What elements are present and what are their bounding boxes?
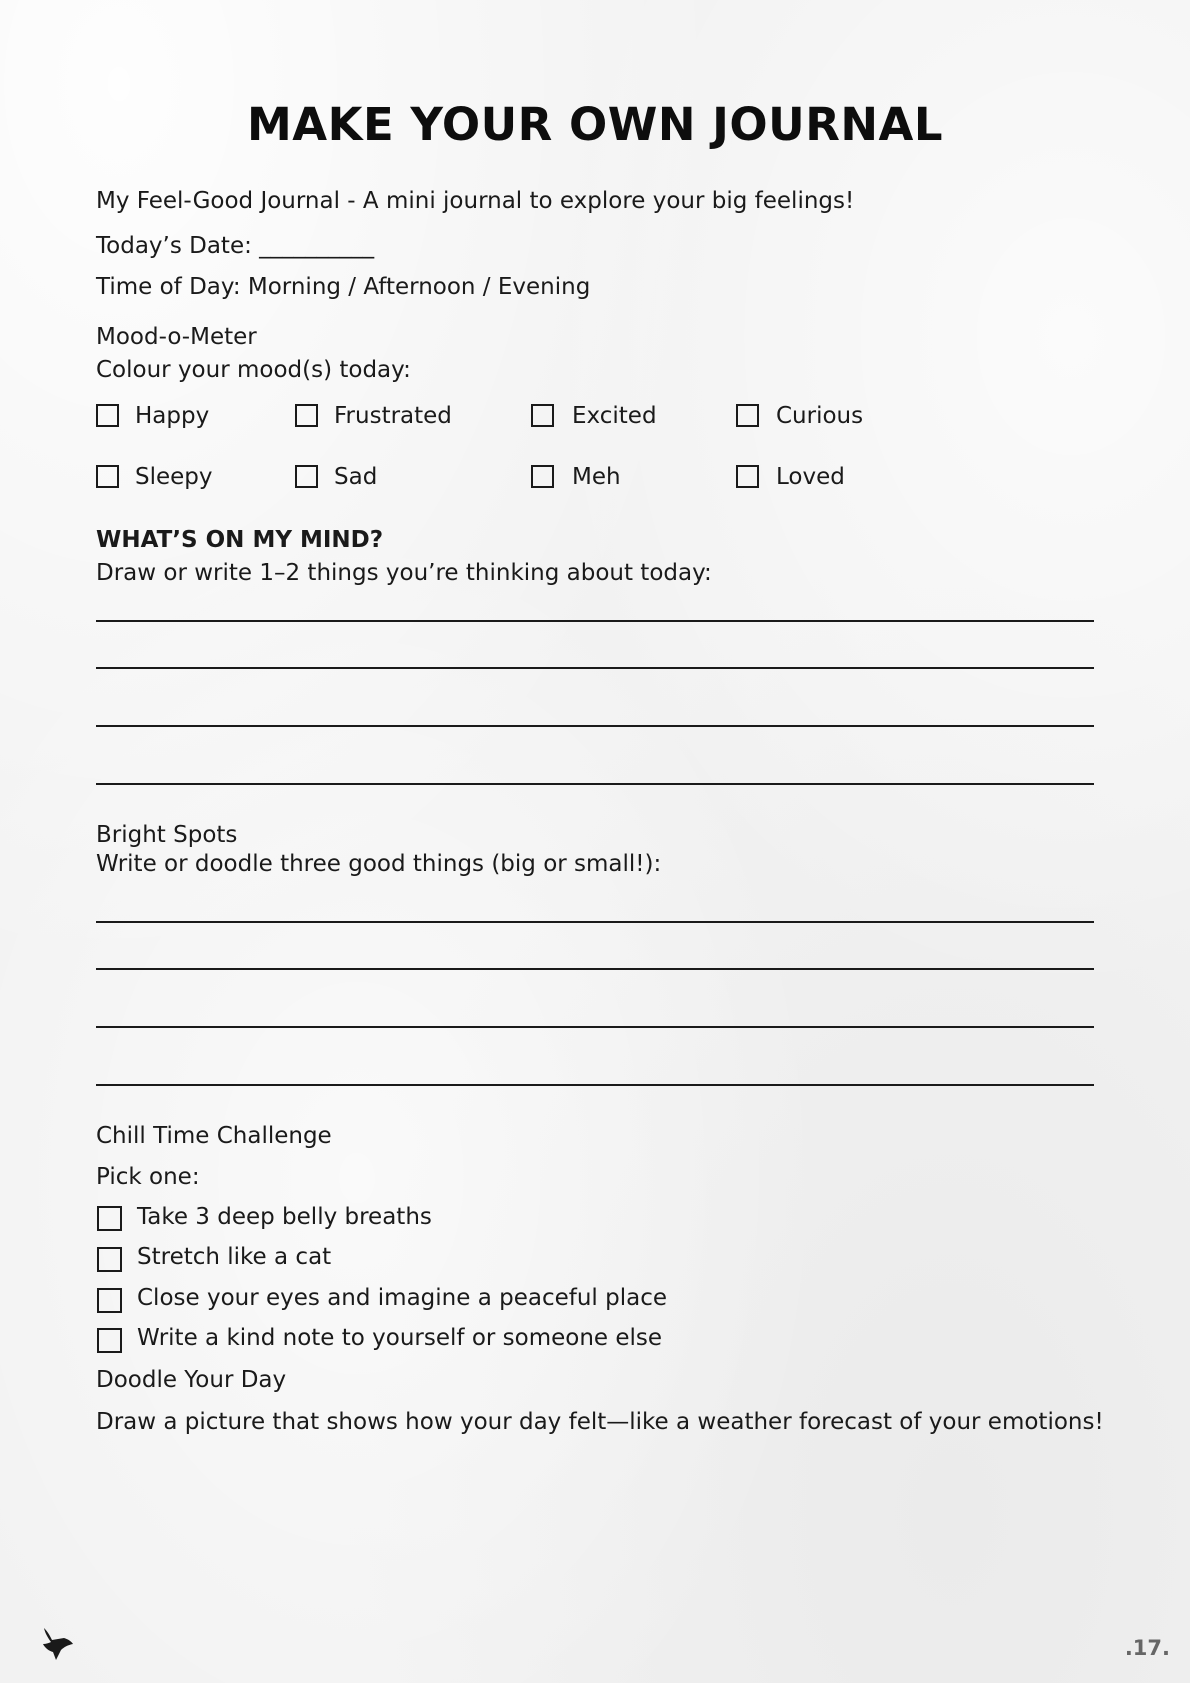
chill-option-imagine: Close your eyes and imagine a peaceful place xyxy=(137,1285,667,1311)
mood-label-frustrated: Frustrated xyxy=(334,403,452,429)
page-title: MAKE YOUR OWN JOURNAL xyxy=(246,98,944,151)
bird-logo-icon xyxy=(40,1626,74,1662)
mood-checkbox-loved[interactable] xyxy=(736,465,759,488)
mood-label-sad: Sad xyxy=(334,464,378,490)
chill-prompt: Pick one: xyxy=(96,1164,200,1190)
mood-label-meh: Meh xyxy=(572,464,621,490)
mood-label-sleepy: Sleepy xyxy=(135,464,213,490)
mind-writing-line-4[interactable] xyxy=(96,783,1094,785)
chill-checkbox-imagine[interactable] xyxy=(97,1288,122,1313)
mood-label-curious: Curious xyxy=(776,403,864,429)
mood-checkbox-excited[interactable] xyxy=(531,404,554,427)
mood-prompt: Colour your mood(s) today: xyxy=(96,357,411,383)
bright-heading: Bright Spots xyxy=(96,822,238,848)
date-field: Today’s Date: __________ xyxy=(96,233,375,259)
chill-checkbox-stretch[interactable] xyxy=(97,1247,122,1272)
mood-heading: Mood-o-Meter xyxy=(96,324,257,350)
mind-heading: WHAT’S ON MY MIND? xyxy=(96,527,384,553)
page-number: .17. xyxy=(1124,1636,1170,1660)
mood-checkbox-frustrated[interactable] xyxy=(295,404,318,427)
bright-writing-line-4[interactable] xyxy=(96,1084,1094,1086)
bright-writing-line-2[interactable] xyxy=(96,968,1094,970)
chill-option-breaths: Take 3 deep belly breaths xyxy=(137,1204,432,1230)
doodle-prompt: Draw a picture that shows how your day felt—like a weather forecast of your emotions! xyxy=(96,1409,1104,1435)
mind-writing-line-1[interactable] xyxy=(96,620,1094,622)
mood-checkbox-happy[interactable] xyxy=(96,404,119,427)
doodle-heading: Doodle Your Day xyxy=(96,1367,287,1393)
chill-checkbox-breaths[interactable] xyxy=(97,1206,122,1231)
chill-option-stretch: Stretch like a cat xyxy=(137,1244,332,1270)
bright-prompt: Write or doodle three good things (big or small!): xyxy=(96,851,662,877)
mood-checkbox-sleepy[interactable] xyxy=(96,465,119,488)
mind-prompt: Draw or write 1–2 things you’re thinking about today: xyxy=(96,560,712,586)
mood-label-happy: Happy xyxy=(135,403,210,429)
mood-label-excited: Excited xyxy=(572,403,657,429)
subtitle: My Feel-Good Journal - A mini journal to explore your big feelings! xyxy=(96,188,855,214)
chill-option-kind-note: Write a kind note to yourself or someone else xyxy=(137,1325,663,1351)
mind-writing-line-2[interactable] xyxy=(96,667,1094,669)
bright-writing-line-1[interactable] xyxy=(96,921,1094,923)
mood-label-loved: Loved xyxy=(776,464,845,490)
chill-heading: Chill Time Challenge xyxy=(96,1123,332,1149)
bright-writing-line-3[interactable] xyxy=(96,1026,1094,1028)
chill-checkbox-kind-note[interactable] xyxy=(97,1328,122,1353)
mind-writing-line-3[interactable] xyxy=(96,725,1094,727)
mood-checkbox-meh[interactable] xyxy=(531,465,554,488)
mood-checkbox-curious[interactable] xyxy=(736,404,759,427)
time-of-day: Time of Day: Morning / Afternoon / Evening xyxy=(96,274,591,300)
mood-checkbox-sad[interactable] xyxy=(295,465,318,488)
